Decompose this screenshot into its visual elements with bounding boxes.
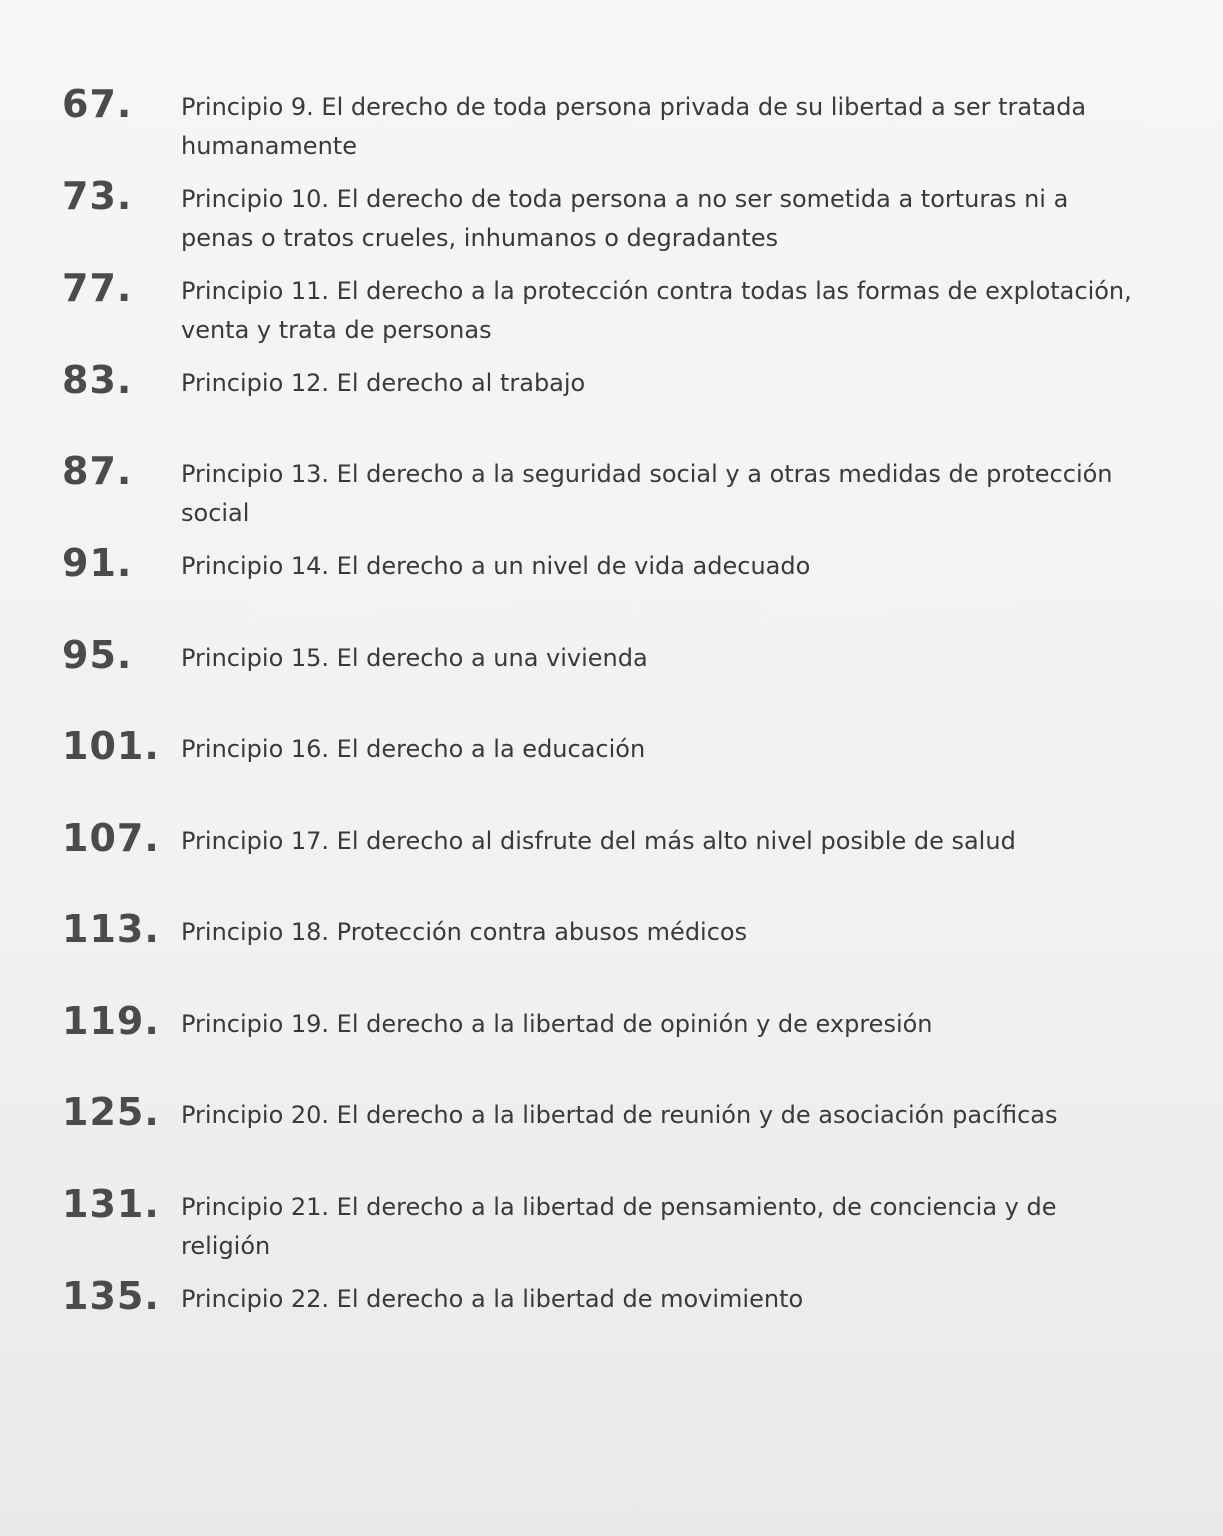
toc-page-number: 83. [62,358,133,402]
toc-title: Principio 20. El derecho a la libertad de reunión y de asociación pacíficas [181,1101,1058,1129]
toc-title: Principio 9. El derecho de toda persona privada de su libertad a ser tratada humanamente [181,93,1087,160]
toc-page-number: 119. [62,999,160,1043]
toc-page-number: 73. [62,174,133,218]
toc-title: Principio 16. El derecho a la educación [181,735,646,763]
toc-page-number: 113. [62,907,160,951]
toc-title: Principio 15. El derecho a una vivienda [181,644,648,672]
toc-title: Principio 11. El derecho a la protección contra todas las formas de explotación, venta y trata de personas [181,277,1132,344]
toc-title: Principio 17. El derecho al disfrute del más alto nivel posible de salud [181,827,1016,855]
toc-page-number: 87. [62,449,133,493]
toc-page-number: 91. [62,541,133,585]
toc-title: Principio 14. El derecho a un nivel de vida adecuado [181,552,811,580]
toc-page-number: 101. [62,724,160,768]
toc-page-number: 135. [62,1274,160,1318]
toc-title: Principio 18. Protección contra abusos médicos [181,918,748,946]
toc-title: Principio 21. El derecho a la libertad de pensamiento, de conciencia y de religión [181,1193,1057,1260]
toc-page-number: 95. [62,633,133,677]
toc-title: Principio 19. El derecho a la libertad de opinión y de expresión [181,1010,933,1038]
toc-title: Principio 10. El derecho de toda persona a no ser sometida a torturas ni a penas o tratos crueles, inhumanos o degradantes [181,185,1069,252]
toc-page-number: 67. [62,82,133,126]
toc-page-number: 77. [62,266,133,310]
toc-page-number: 125. [62,1090,160,1134]
toc-page-number: 107. [62,816,160,860]
toc-title: Principio 12. El derecho al trabajo [181,369,586,397]
toc-title: Principio 22. El derecho a la libertad de movimiento [181,1285,804,1313]
toc-title: Principio 13. El derecho a la seguridad social y a otras medidas de protección social [181,460,1113,527]
toc-page-number: 131. [62,1182,160,1226]
